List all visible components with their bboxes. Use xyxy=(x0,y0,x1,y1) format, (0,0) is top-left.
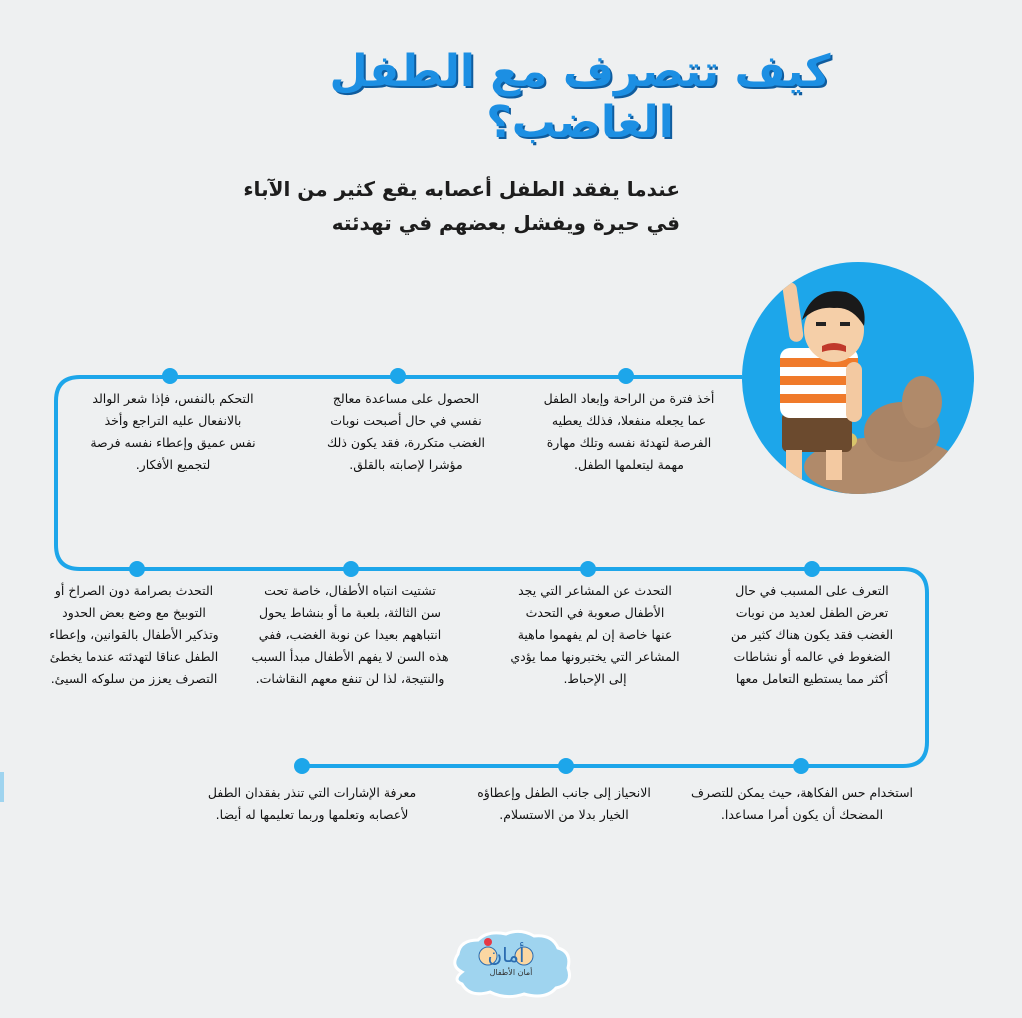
page-title: كيف تتصرف مع الطفل الغاضب؟ xyxy=(329,46,831,148)
angry-child-illustration xyxy=(742,262,974,494)
tip-side-with-child: الانحياز إلى جانب الطفل وإعطاؤه الخيار بدلا من الاستسلام. xyxy=(477,785,651,822)
timeline-dot xyxy=(793,758,809,774)
subtitle-line-2: في حيرة ويفشل بعضهم في تهدئته xyxy=(331,211,680,235)
edge-marker xyxy=(0,772,4,802)
tip-humor: استخدام حس الفكاهة، حيث يمكن للتصرف المضحك أن يكون أمرا مساعدا. xyxy=(690,785,914,822)
angry-child-icon xyxy=(742,262,974,494)
tip-talk-feelings: التحدث عن المشاعر التي يجد الأطفال صعوبة في التحدث عنها خاصة إن لم يفهموا ماهية المشاعر التي يختبرونها مما يؤدي إلى الإحباط. xyxy=(510,583,680,686)
tip-identify-cause: التعرف على المسبب في حال تعرض الطفل لعديد من نوبات الغضب فقد يكون هناك كثير من الضغوط في عالمه أو نشاطات أكثر مما يستطيع التعامل معها xyxy=(730,583,894,686)
timeline-dot xyxy=(390,368,406,384)
svg-text:أمان: أمان xyxy=(487,943,525,967)
logo-tagline: أمان الأطفال xyxy=(489,968,533,977)
tip-distract-attention: تشتيت انتباه الأطفال، خاصة تحت سن الثالثة، بلعبة ما أو بنشاط يحول انتباههم بعيدا عن نوبة الغضب، ففي هذه السن لا يفهم الأطفال مبدأ السبب والنتيجة، لذا لن تنفع معهم النقاشات. xyxy=(251,583,449,686)
timeline-dot xyxy=(162,368,178,384)
subtitle-line-1: عندما يفقد الطفل أعصابه يقع كثير من الآباء xyxy=(243,177,680,201)
timeline-dot xyxy=(618,368,634,384)
tip-therapist-help: الحصول على مساعدة معالج نفسي في حال أصبحت نوبات الغضب متكررة، فقد يكون ذلك مؤشرا لإصابته بالقلق. xyxy=(327,391,485,472)
timeline-dot xyxy=(580,561,596,577)
timeline-dot xyxy=(804,561,820,577)
aman-logo xyxy=(448,928,574,1000)
timeline-dot xyxy=(129,561,145,577)
timeline-dot xyxy=(294,758,310,774)
tip-self-control: التحكم بالنفس، فإذا شعر الوالد بالانفعال عليه التراجع وأخذ نفس عميق وإعطاء نفسه فرصة لتجميع الأفكار. xyxy=(90,391,256,472)
tip-take-break: أخذ فترة من الراحة وإبعاد الطفل عما يجعله منفعلا، فذلك يعطيه الفرصة لتهدئة نفسه وتلك مهارة مهمة ليتعلمها الطفل. xyxy=(543,391,715,472)
cloud-logo-icon xyxy=(448,928,574,1000)
timeline-dot xyxy=(558,758,574,774)
timeline-dot xyxy=(343,561,359,577)
tip-speak-firmly: التحدث بصرامة دون الصراخ أو التوبيخ مع وضع بعض الحدود وتذكير الأطفال بالقوانين، وإعطاء الطفل عناقا لتهدئته عندما يخطئ التصرف يعزز من سلوكه السيئ. xyxy=(49,583,219,686)
tip-warning-signs: معرفة الإشارات التي تنذر بفقدان الطفل لأعصابه وتعلمها وربما تعليمها له أيضا. xyxy=(207,785,417,822)
